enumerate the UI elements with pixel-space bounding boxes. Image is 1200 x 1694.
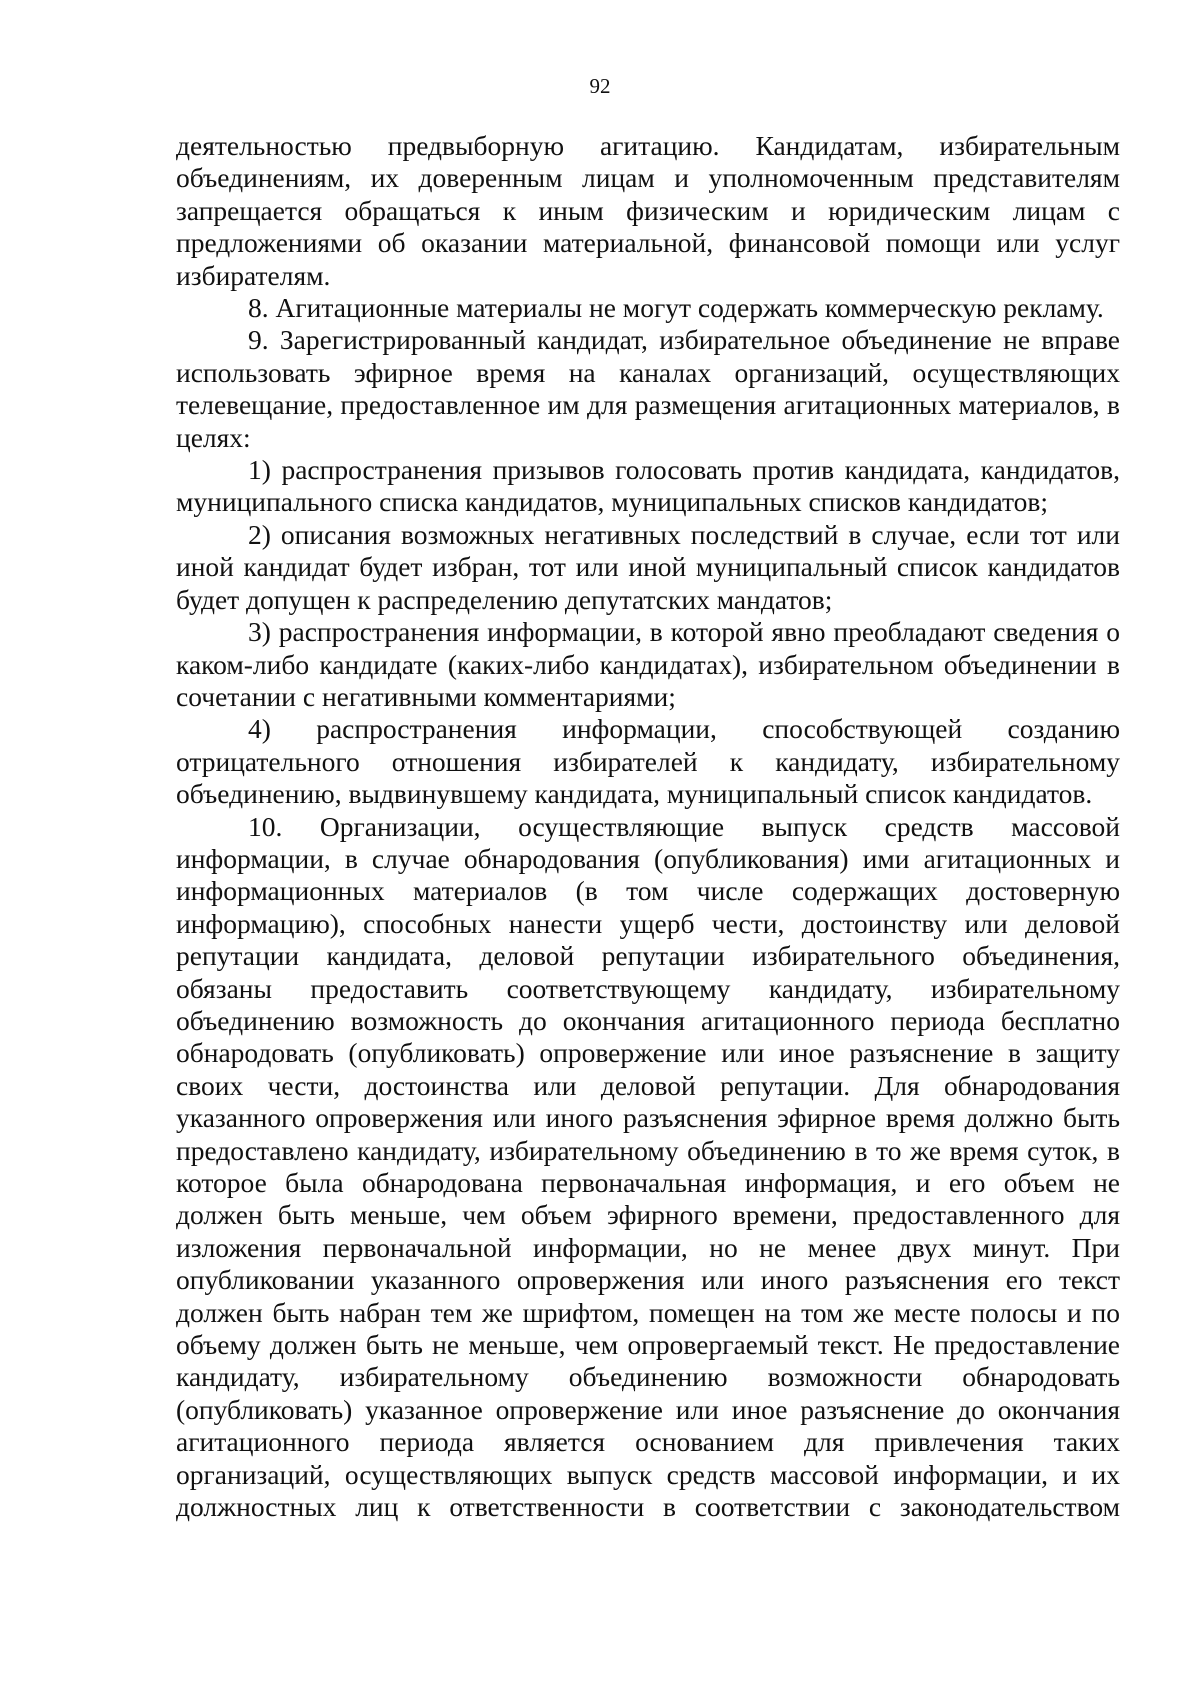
paragraph-subitem-3: 3) распространения информации, в которой явно преобладают сведения о каком-либо кандидате (каких-либо кандидатах), избирательном объединении в сочетании с негативными комментариями; (176, 616, 1120, 712)
paragraph-subitem-1: 1) распространения призывов голосовать против кандидата, кандидатов, муниципального списка кандидатов, муниципальных списков кандидатов; (176, 454, 1120, 518)
paragraph-subitem-2: 2) описания возможных негативных последствий в случае, если тот или иной кандидат будет избран, тот или иной муниципальный список кандидатов будет допущен к распределению депутатских мандатов; (176, 518, 1120, 615)
paragraph-item-8: 8. Агитационные материалы не могут содержать коммерческую рекламу. (248, 292, 1104, 324)
document-body (176, 130, 1120, 1523)
paragraph-item-9: 9. Зарегистрированный кандидат, избирательное объединение не вправе использовать эфирное время на каналах организаций, осуществляющих телевещание, предоставленное им для размещения агитационных материалов, в целях: (176, 324, 1120, 453)
paragraph-subitem-4: 4) распространения информации, способствующей созданию отрицательного отношения избирателей к кандидату, избирательному объединению, выдвинувшему кандидата, муниципальный список кандидатов. (176, 713, 1120, 810)
page-number: 92 (589, 74, 611, 98)
paragraph-item-10: 10. Организации, осуществляющие выпуск средств массовой информации, в случае обнародования (опубликования) ими агитационных и информационных материалов (в том числе содержащих достоверную информацию), способных нанести ущерб чести, достоинству или деловой репутации кандидата, деловой репутации избирательного объединения, обязаны предоставить соответствующему кандидату, избирательному объединению возможность до окончания агитационного периода бесплатно обнародовать (опубликовать) опровержение или иное разъяснение в защиту своих чести, достоинства или деловой репутации. Для обнародования указанного опровержения или иного разъяснения эфирное время должно быть предоставлено кандидату, избирательному объединению в то же время суток, в которое была обнародована первоначальная информация, и его объем не должен быть меньше, чем объем эфирного времени, предоставленного для изложения первоначальной информации, но не менее двух минут. При опубликовании указанного опровержения или иного разъяснения его текст должен быть набран тем же шрифтом, помещен на том же месте полосы и по объему должен быть не меньше, чем опровергаемый текст. Не предоставление кандидату, избирательному объединению возможности обнародовать (опубликовать) указанное опровержение или иное разъяснение до окончания агитационного периода является основанием для привлечения таких организаций, осуществляющих выпуск средств массовой информации, и их должностных лиц к ответственности в соответствии с законодательством (176, 810, 1120, 1523)
paragraph-continuation: деятельностью предвыборную агитацию. Кандидатам, избирательным объединениям, их доверенным лицам и уполномоченным представителям запрещается обращаться к иным физическим и юридическим лицам с предложениями об оказании материальной, финансовой помощи или услуг избирателям. (176, 130, 1120, 291)
